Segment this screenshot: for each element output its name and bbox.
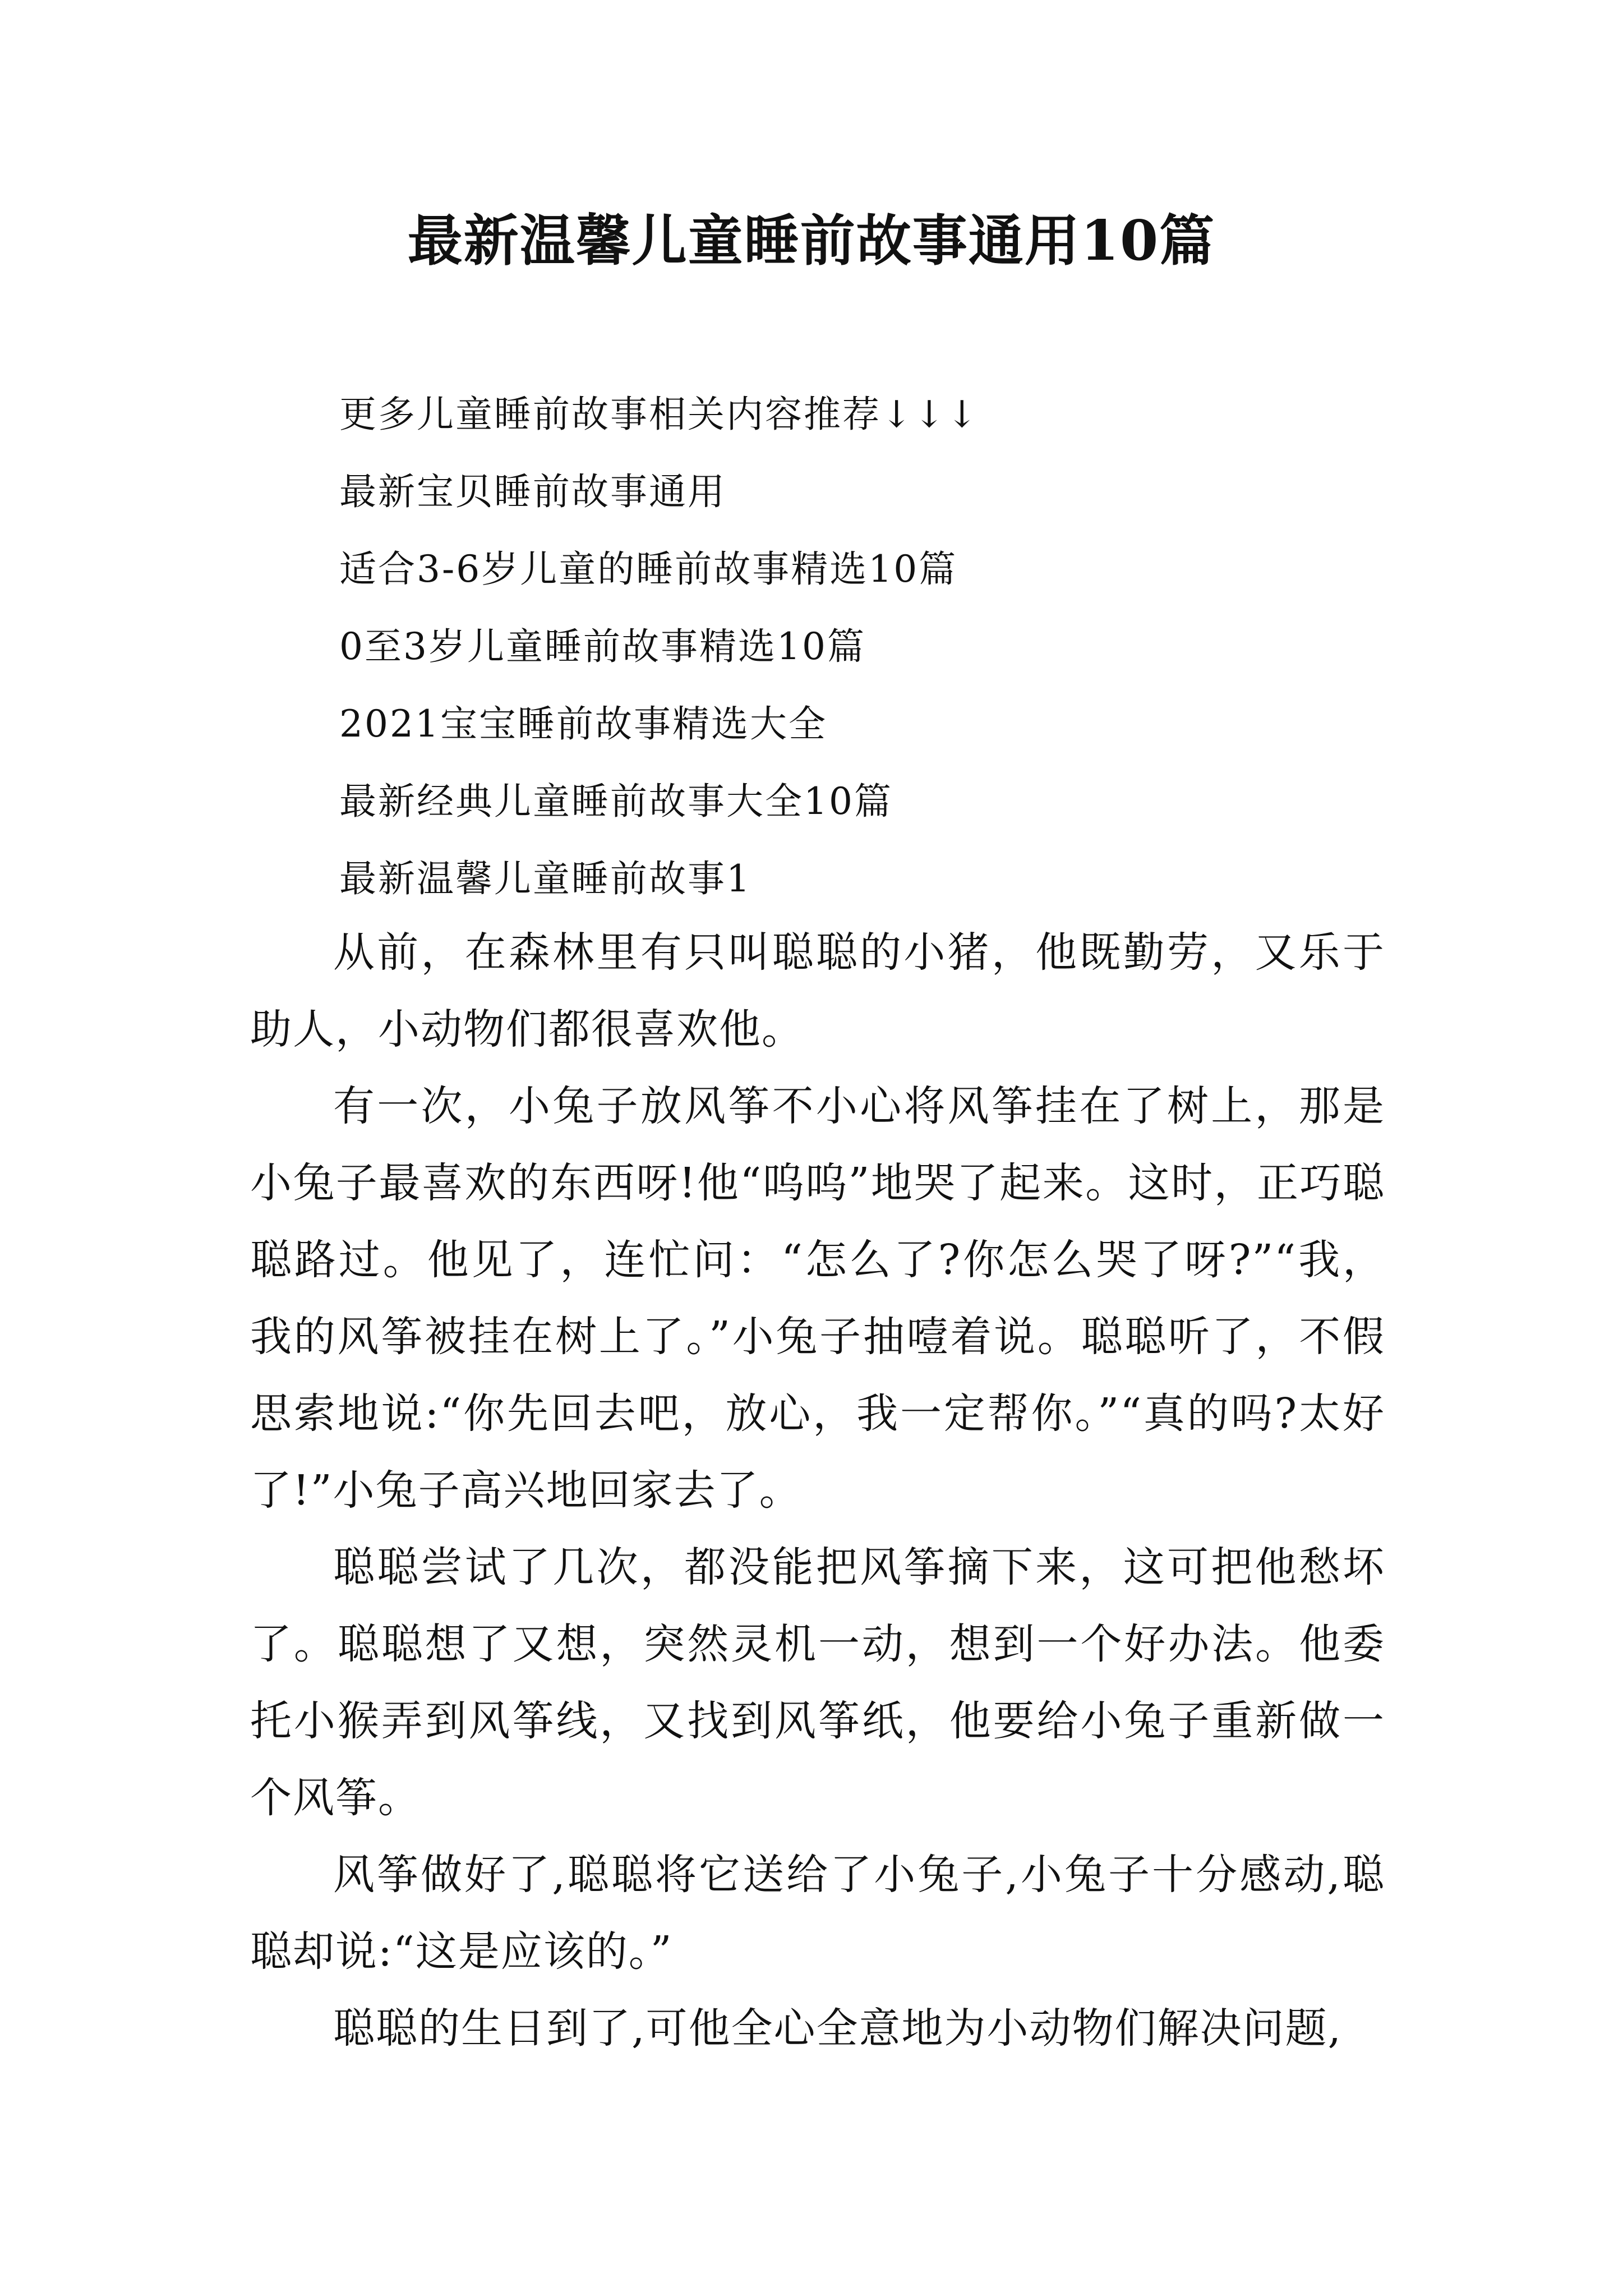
related-link[interactable]: 0至3岁儿童睡前故事精选10篇 xyxy=(339,625,866,668)
related-link[interactable]: 2021宝宝睡前故事精选大全 xyxy=(339,702,827,746)
story-paragraph: 聪聪尝试了几次，都没能把风筝摘下来，这可把他愁坏了。聪聪想了又想，突然灵机一动，想到一个好办法。他委托小猴弄到风筝线，又找到风筝纸，他要给小兔子重新做一个风筝。 xyxy=(250,1543,1385,1822)
document-title: 最新温馨儿童睡前故事通用10篇 xyxy=(407,209,1216,273)
related-link[interactable]: 最新宝贝睡前故事通用 xyxy=(339,470,726,513)
story-paragraph: 风筝做好了,聪聪将它送给了小兔子,小兔子十分感动,聪聪却说:“这是应该的。” xyxy=(250,1851,1385,1976)
story-body xyxy=(250,914,1385,2067)
related-link[interactable]: 最新经典儿童睡前故事大全10篇 xyxy=(339,780,893,823)
story-paragraph: 聪聪的生日到了,可他全心全意地为小动物们解决问题, xyxy=(333,2004,1343,2053)
story-heading: 最新温馨儿童睡前故事1 xyxy=(339,857,751,900)
related-link-header: 更多儿童睡前故事相关内容推荐↓↓↓ xyxy=(339,393,979,436)
related-link[interactable]: 适合3-6岁儿童的睡前故事精选10篇 xyxy=(339,547,958,591)
story-paragraph: 从前，在森林里有只叫聪聪的小猪，他既勤劳，又乐于助人，小动物们都很喜欢他。 xyxy=(250,928,1385,1053)
story-paragraph: 有一次，小兔子放风筝不小心将风筝挂在了树上，那是小兔子最喜欢的东西呀!他“呜呜”地哭了起来。这时，正巧聪聪路过。他见了，连忙问：“怎么了?你怎么哭了呀?”“我，我的风筝被挂在树上了。”小兔子抽噎着说。聪聪听了，不假思索地说:“你先回去吧，放心，我一定帮你。”“真的吗?太好了!”小兔子高兴地回家去了。 xyxy=(250,1082,1385,1515)
related-links-list xyxy=(339,376,1405,918)
